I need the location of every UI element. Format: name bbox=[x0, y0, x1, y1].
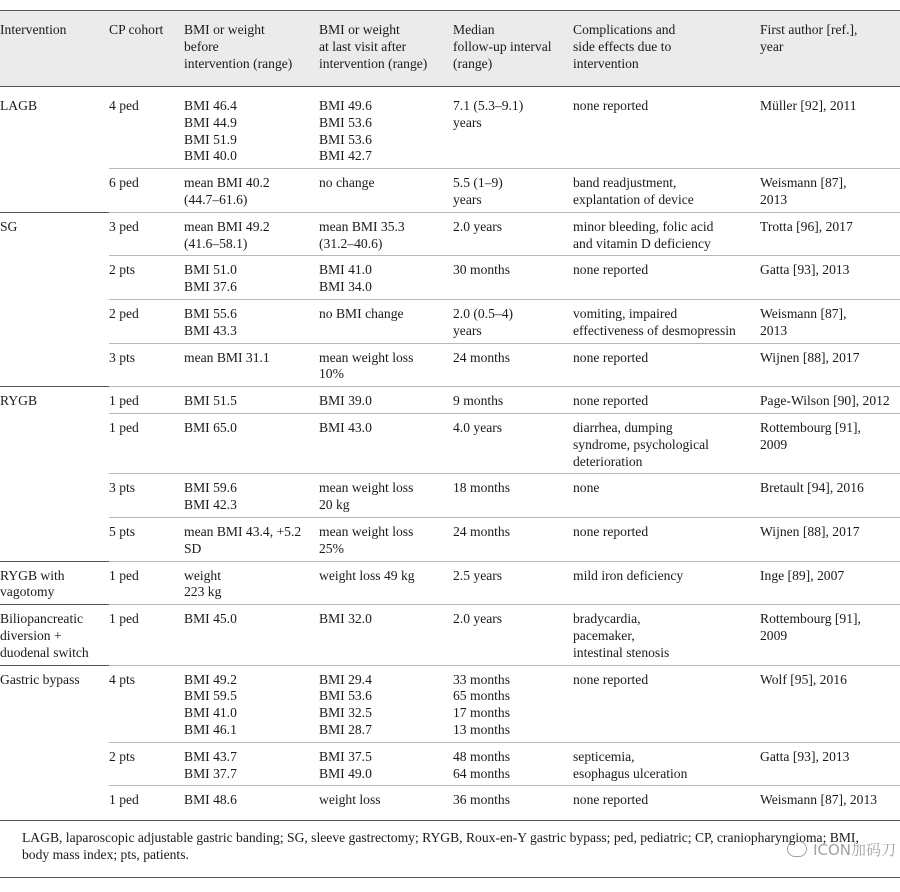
cell-text: explantation of device bbox=[573, 191, 694, 207]
table-row bbox=[0, 665, 900, 742]
cell-cohort bbox=[109, 169, 184, 213]
cell-text: 65 months bbox=[453, 688, 511, 704]
cell-text: 1 ped bbox=[109, 792, 139, 808]
header-followup bbox=[453, 11, 573, 87]
cell-intervention bbox=[0, 87, 109, 169]
cell-cohort bbox=[109, 413, 184, 473]
cell-text: Wijnen [88], 2017 bbox=[760, 349, 860, 365]
cell-text: 3 pts bbox=[109, 480, 136, 496]
cell-after bbox=[319, 517, 453, 561]
header-text: Complications and bbox=[573, 22, 676, 37]
table-header-row bbox=[0, 11, 900, 87]
cell-text: mild iron deficiency bbox=[573, 567, 684, 583]
cell-intervention bbox=[0, 212, 109, 256]
cell-text: BMI 40.0 bbox=[184, 148, 237, 164]
cell-cohort bbox=[109, 605, 184, 665]
cell-complications bbox=[573, 212, 760, 256]
header-text: Median bbox=[453, 22, 495, 37]
table-row bbox=[0, 742, 900, 786]
cell-text: BMI 49.0 bbox=[319, 765, 372, 781]
cell-text: BMI 53.6 bbox=[319, 114, 372, 130]
results-table-container bbox=[0, 10, 900, 812]
cell-text: BMI 59.6 bbox=[184, 480, 237, 496]
header-after bbox=[319, 11, 453, 87]
cell-text: Rottembourg [91], bbox=[760, 611, 861, 627]
cell-text: 33 months bbox=[453, 671, 511, 687]
header-before bbox=[184, 11, 319, 87]
cell-cohort bbox=[109, 665, 184, 742]
cell-text: SD bbox=[184, 540, 202, 556]
cell-text: 4 pts bbox=[109, 671, 136, 687]
cell-text: BMI 49.2 bbox=[184, 671, 237, 687]
cell-text: BMI 43.3 bbox=[184, 322, 237, 338]
cell-text: BMI 53.6 bbox=[319, 131, 372, 147]
cell-author bbox=[760, 87, 900, 169]
cell-cohort bbox=[109, 343, 184, 387]
cell-after bbox=[319, 605, 453, 665]
cell-text: 5.5 (1–9) bbox=[453, 175, 503, 191]
cell-text: none reported bbox=[573, 792, 649, 808]
table-row bbox=[0, 605, 900, 665]
cell-text: 2.0 years bbox=[453, 218, 503, 234]
cell-text: Weismann [87], 2013 bbox=[760, 792, 878, 808]
cell-text: BMI 37.7 bbox=[184, 765, 237, 781]
cell-text: 223 kg bbox=[184, 584, 222, 600]
cell-after bbox=[319, 742, 453, 786]
cell-complications bbox=[573, 87, 760, 169]
table-body bbox=[0, 87, 900, 813]
header-text: BMI or weight bbox=[319, 22, 400, 37]
cell-complications bbox=[573, 517, 760, 561]
cell-before bbox=[184, 256, 319, 300]
cell-text: none reported bbox=[573, 349, 649, 365]
cell-text: vomiting, impaired bbox=[573, 305, 678, 321]
cell-text: Wolf [95], 2016 bbox=[760, 671, 847, 687]
cell-text: minor bleeding, folic acid bbox=[573, 218, 714, 234]
cell-before bbox=[184, 665, 319, 742]
cell-text: 10% bbox=[319, 366, 344, 382]
cell-text: 48 months bbox=[453, 748, 511, 764]
cell-text: 4 ped bbox=[109, 98, 139, 113]
table-row bbox=[0, 256, 900, 300]
cell-text: syndrome, psychological bbox=[573, 436, 709, 452]
table-row bbox=[0, 87, 900, 169]
table-row bbox=[0, 413, 900, 473]
cell-author bbox=[760, 413, 900, 473]
cell-cohort bbox=[109, 212, 184, 256]
intervention-label: Gastric bypass bbox=[0, 671, 80, 687]
cell-text: BMI 51.5 bbox=[184, 393, 237, 409]
cell-followup bbox=[453, 169, 573, 213]
cell-intervention bbox=[0, 605, 109, 665]
header-text: Intervention bbox=[0, 22, 67, 37]
cell-text: and vitamin D deficiency bbox=[573, 235, 711, 251]
cell-text: 36 months bbox=[453, 792, 511, 808]
cell-followup bbox=[453, 605, 573, 665]
intervention-label: SG bbox=[0, 218, 18, 234]
cell-after bbox=[319, 665, 453, 742]
cell-text: Müller [92], 2011 bbox=[760, 98, 857, 113]
table-row bbox=[0, 786, 900, 812]
header-text: before bbox=[184, 38, 219, 54]
header-text: intervention (range) bbox=[184, 55, 293, 71]
cell-text: 64 months bbox=[453, 765, 511, 781]
cell-complications bbox=[573, 474, 760, 518]
cell-text: 3 ped bbox=[109, 218, 139, 234]
cell-before bbox=[184, 517, 319, 561]
cell-text: 5 pts bbox=[109, 523, 136, 539]
cell-text: BMI 44.9 bbox=[184, 114, 237, 130]
header-cohort bbox=[109, 11, 184, 87]
cell-text: 3 pts bbox=[109, 349, 136, 365]
cell-text: BMI 59.5 bbox=[184, 688, 237, 704]
cell-cohort bbox=[109, 256, 184, 300]
cell-text: 2013 bbox=[760, 322, 788, 338]
header-text: BMI or weight bbox=[184, 22, 265, 37]
cell-text: mean weight loss bbox=[319, 480, 414, 496]
cell-text: BMI 43.7 bbox=[184, 748, 237, 764]
cell-author bbox=[760, 561, 900, 605]
cell-text: BMI 65.0 bbox=[184, 419, 237, 435]
cell-text: weight loss bbox=[319, 792, 381, 808]
cell-text: BMI 49.6 bbox=[319, 98, 372, 113]
cell-followup bbox=[453, 742, 573, 786]
cell-text: 20 kg bbox=[319, 497, 350, 513]
table-row bbox=[0, 212, 900, 256]
cell-text: effectiveness of desmopressin bbox=[573, 322, 736, 338]
cell-cohort bbox=[109, 299, 184, 343]
cell-complications bbox=[573, 387, 760, 414]
cell-intervention bbox=[0, 343, 109, 387]
header-text: intervention (range) bbox=[319, 55, 428, 71]
cell-after bbox=[319, 87, 453, 169]
cell-text: mean weight loss bbox=[319, 349, 414, 365]
cell-text: BMI 37.5 bbox=[319, 748, 372, 764]
cell-followup bbox=[453, 786, 573, 812]
wechat-icon bbox=[787, 841, 807, 857]
cell-author bbox=[760, 474, 900, 518]
cell-intervention bbox=[0, 517, 109, 561]
cell-after bbox=[319, 474, 453, 518]
cell-text: (44.7–61.6) bbox=[184, 191, 248, 207]
cell-text: Wijnen [88], 2017 bbox=[760, 523, 860, 539]
cell-followup bbox=[453, 413, 573, 473]
cell-text: mean BMI 43.4, +5.2 bbox=[184, 523, 302, 539]
cell-complications bbox=[573, 169, 760, 213]
cell-author bbox=[760, 299, 900, 343]
cell-text: 9 months bbox=[453, 393, 504, 409]
cell-text: BMI 32.5 bbox=[319, 705, 372, 721]
cell-text: Inge [89], 2007 bbox=[760, 567, 845, 583]
cell-text: 7.1 (5.3–9.1) bbox=[453, 98, 524, 113]
cell-text: 2.0 years bbox=[453, 611, 503, 627]
cell-text: Gatta [93], 2013 bbox=[760, 748, 850, 764]
header-text: follow-up interval bbox=[453, 38, 552, 54]
cell-text: 13 months bbox=[453, 721, 511, 737]
cell-before bbox=[184, 561, 319, 605]
cell-text: none reported bbox=[573, 98, 649, 113]
header-text: side effects due to bbox=[573, 38, 672, 54]
cell-author bbox=[760, 169, 900, 213]
table-row bbox=[0, 343, 900, 387]
cell-author bbox=[760, 256, 900, 300]
cell-text: 2009 bbox=[760, 436, 788, 452]
cell-text: 17 months bbox=[453, 705, 511, 721]
cell-after bbox=[319, 387, 453, 414]
cell-text: weight loss 49 kg bbox=[319, 567, 415, 583]
intervention-label: RYGB bbox=[0, 393, 38, 409]
cell-text: 2.5 years bbox=[453, 567, 503, 583]
cell-before bbox=[184, 387, 319, 414]
table-row bbox=[0, 474, 900, 518]
cell-text: none reported bbox=[573, 671, 649, 687]
cell-text: deterioration bbox=[573, 453, 643, 469]
cell-after bbox=[319, 413, 453, 473]
cell-cohort bbox=[109, 561, 184, 605]
cell-text: 18 months bbox=[453, 480, 511, 496]
table-row bbox=[0, 561, 900, 605]
cell-text: BMI 43.0 bbox=[319, 419, 372, 435]
results-table bbox=[0, 10, 900, 812]
table-row bbox=[0, 517, 900, 561]
cell-text: (41.6–58.1) bbox=[184, 235, 248, 251]
cell-after bbox=[319, 256, 453, 300]
cell-followup bbox=[453, 87, 573, 169]
cell-text: Page-Wilson [90], 2012 bbox=[760, 393, 890, 409]
cell-text: BMI 37.6 bbox=[184, 279, 237, 295]
cell-text: BMI 41.0 bbox=[319, 262, 372, 278]
cell-author bbox=[760, 786, 900, 812]
cell-text: 1 ped bbox=[109, 611, 139, 627]
cell-text: BMI 53.6 bbox=[319, 688, 372, 704]
cell-author bbox=[760, 517, 900, 561]
cell-text: Trotta [96], 2017 bbox=[760, 218, 853, 234]
cell-after bbox=[319, 169, 453, 213]
cell-text: none bbox=[573, 480, 600, 496]
cell-followup bbox=[453, 517, 573, 561]
cell-followup bbox=[453, 387, 573, 414]
cell-before bbox=[184, 87, 319, 169]
cell-text: 1 ped bbox=[109, 567, 139, 583]
cell-complications bbox=[573, 256, 760, 300]
cell-before bbox=[184, 212, 319, 256]
cell-cohort bbox=[109, 742, 184, 786]
cell-before bbox=[184, 742, 319, 786]
cell-text: 30 months bbox=[453, 262, 511, 278]
footnote-line: body mass index; pts, patients. bbox=[22, 846, 189, 862]
cell-text: BMI 29.4 bbox=[319, 671, 372, 687]
header-text: intervention bbox=[573, 55, 639, 71]
cell-after bbox=[319, 299, 453, 343]
cell-intervention bbox=[0, 561, 109, 605]
cell-before bbox=[184, 413, 319, 473]
cell-text: 2 ped bbox=[109, 305, 139, 321]
header-text: at last visit after bbox=[319, 38, 407, 54]
watermark-text: ICON加码刀 bbox=[813, 841, 896, 859]
cell-text: mean BMI 31.1 bbox=[184, 349, 270, 365]
cell-text: mean BMI 35.3 bbox=[319, 218, 405, 234]
cell-before bbox=[184, 786, 319, 812]
cell-intervention bbox=[0, 256, 109, 300]
cell-text: BMI 55.6 bbox=[184, 305, 237, 321]
intervention-label: duodenal switch bbox=[0, 644, 89, 660]
cell-complications bbox=[573, 605, 760, 665]
cell-cohort bbox=[109, 87, 184, 169]
cell-text: 24 months bbox=[453, 349, 511, 365]
cell-cohort bbox=[109, 517, 184, 561]
cell-text: weight bbox=[184, 567, 221, 583]
header-intervention bbox=[0, 11, 109, 87]
cell-text: years bbox=[453, 191, 482, 207]
cell-followup bbox=[453, 474, 573, 518]
cell-text: BMI 39.0 bbox=[319, 393, 372, 409]
cell-text: Bretault [94], 2016 bbox=[760, 480, 864, 496]
cell-text: 2009 bbox=[760, 627, 788, 643]
cell-followup bbox=[453, 343, 573, 387]
cell-text: pacemaker, bbox=[573, 627, 635, 643]
cell-after bbox=[319, 786, 453, 812]
cell-text: BMI 51.9 bbox=[184, 131, 237, 147]
cell-before bbox=[184, 474, 319, 518]
cell-text: mean BMI 40.2 bbox=[184, 175, 270, 191]
cell-cohort bbox=[109, 387, 184, 414]
cell-author bbox=[760, 343, 900, 387]
cell-text: 4.0 years bbox=[453, 419, 503, 435]
cell-author bbox=[760, 605, 900, 665]
cell-author bbox=[760, 212, 900, 256]
cell-text: BMI 41.0 bbox=[184, 705, 237, 721]
cell-text: BMI 45.0 bbox=[184, 611, 237, 627]
intervention-label: Biliopancreatic bbox=[0, 611, 84, 627]
header-text: year bbox=[760, 38, 784, 54]
cell-intervention bbox=[0, 413, 109, 473]
cell-text: Weismann [87], bbox=[760, 305, 847, 321]
header-complications bbox=[573, 11, 760, 87]
cell-before bbox=[184, 299, 319, 343]
cell-intervention bbox=[0, 786, 109, 812]
cell-followup bbox=[453, 561, 573, 605]
cell-text: none reported bbox=[573, 523, 649, 539]
watermark bbox=[787, 841, 896, 859]
intervention-label: vagotomy bbox=[0, 584, 55, 600]
cell-text: 6 ped bbox=[109, 175, 139, 191]
cell-after bbox=[319, 212, 453, 256]
cell-text: 2.0 (0.5–4) bbox=[453, 305, 514, 321]
cell-text: BMI 46.1 bbox=[184, 721, 237, 737]
cell-text: band readjustment, bbox=[573, 175, 677, 191]
cell-complications bbox=[573, 786, 760, 812]
cell-intervention bbox=[0, 169, 109, 213]
intervention-label: diversion + bbox=[0, 627, 62, 643]
cell-text: BMI 28.7 bbox=[319, 721, 372, 737]
cell-text: BMI 51.0 bbox=[184, 262, 237, 278]
cell-followup bbox=[453, 299, 573, 343]
cell-after bbox=[319, 561, 453, 605]
cell-text: 1 ped bbox=[109, 393, 139, 409]
cell-after bbox=[319, 343, 453, 387]
header-text: CP cohort bbox=[109, 22, 164, 37]
cell-text: mean BMI 49.2 bbox=[184, 218, 270, 234]
cell-text: septicemia, bbox=[573, 748, 635, 764]
cell-complications bbox=[573, 665, 760, 742]
cell-text: 25% bbox=[319, 540, 344, 556]
cell-text: 2013 bbox=[760, 191, 788, 207]
cell-text: diarrhea, dumping bbox=[573, 419, 673, 435]
cell-before bbox=[184, 343, 319, 387]
header-text: First author [ref.], bbox=[760, 22, 858, 37]
cell-complications bbox=[573, 561, 760, 605]
cell-text: no BMI change bbox=[319, 305, 404, 321]
header-author bbox=[760, 11, 900, 87]
cell-text: no change bbox=[319, 175, 375, 191]
cell-complications bbox=[573, 343, 760, 387]
table-row bbox=[0, 387, 900, 414]
cell-text: none reported bbox=[573, 393, 649, 409]
cell-text: esophagus ulceration bbox=[573, 765, 688, 781]
table-row bbox=[0, 299, 900, 343]
cell-followup bbox=[453, 256, 573, 300]
table-row bbox=[0, 169, 900, 213]
cell-before bbox=[184, 169, 319, 213]
intervention-label: RYGB with bbox=[0, 567, 65, 583]
cell-text: BMI 46.4 bbox=[184, 98, 237, 113]
cell-text: none reported bbox=[573, 262, 649, 278]
cell-text: BMI 32.0 bbox=[319, 611, 372, 627]
intervention-label: LAGB bbox=[0, 98, 38, 113]
cell-text: 24 months bbox=[453, 523, 511, 539]
header-text: (range) bbox=[453, 55, 493, 71]
cell-text: 1 ped bbox=[109, 419, 139, 435]
cell-text: 2 pts bbox=[109, 262, 136, 278]
cell-text: BMI 42.3 bbox=[184, 497, 237, 513]
cell-text: BMI 42.7 bbox=[319, 148, 372, 164]
cell-intervention bbox=[0, 665, 109, 742]
cell-text: bradycardia, bbox=[573, 611, 641, 627]
cell-text: years bbox=[453, 114, 482, 130]
cell-text: years bbox=[453, 322, 482, 338]
cell-cohort bbox=[109, 474, 184, 518]
cell-text: intestinal stenosis bbox=[573, 644, 670, 660]
cell-author bbox=[760, 387, 900, 414]
cell-text: BMI 34.0 bbox=[319, 279, 372, 295]
cell-complications bbox=[573, 299, 760, 343]
cell-intervention bbox=[0, 742, 109, 786]
cell-text: Rottembourg [91], bbox=[760, 419, 861, 435]
cell-cohort bbox=[109, 786, 184, 812]
cell-intervention bbox=[0, 299, 109, 343]
cell-followup bbox=[453, 665, 573, 742]
cell-text: (31.2–40.6) bbox=[319, 235, 383, 251]
cell-author bbox=[760, 742, 900, 786]
cell-text: mean weight loss bbox=[319, 523, 414, 539]
footnote-line: LAGB, laparoscopic adjustable gastric banding; SG, sleeve gastrectomy; RYGB, Roux-en-Y gastric bypass; ped, pediatric; CP, craniopharyngioma; BMI, bbox=[22, 830, 859, 845]
cell-author bbox=[760, 665, 900, 742]
table-footnote bbox=[0, 820, 900, 878]
cell-text: BMI 48.6 bbox=[184, 792, 237, 808]
cell-text: Weismann [87], bbox=[760, 175, 847, 191]
cell-complications bbox=[573, 742, 760, 786]
cell-intervention bbox=[0, 387, 109, 414]
cell-complications bbox=[573, 413, 760, 473]
cell-followup bbox=[453, 212, 573, 256]
cell-text: 2 pts bbox=[109, 748, 136, 764]
cell-before bbox=[184, 605, 319, 665]
cell-text: Gatta [93], 2013 bbox=[760, 262, 850, 278]
cell-intervention bbox=[0, 474, 109, 518]
